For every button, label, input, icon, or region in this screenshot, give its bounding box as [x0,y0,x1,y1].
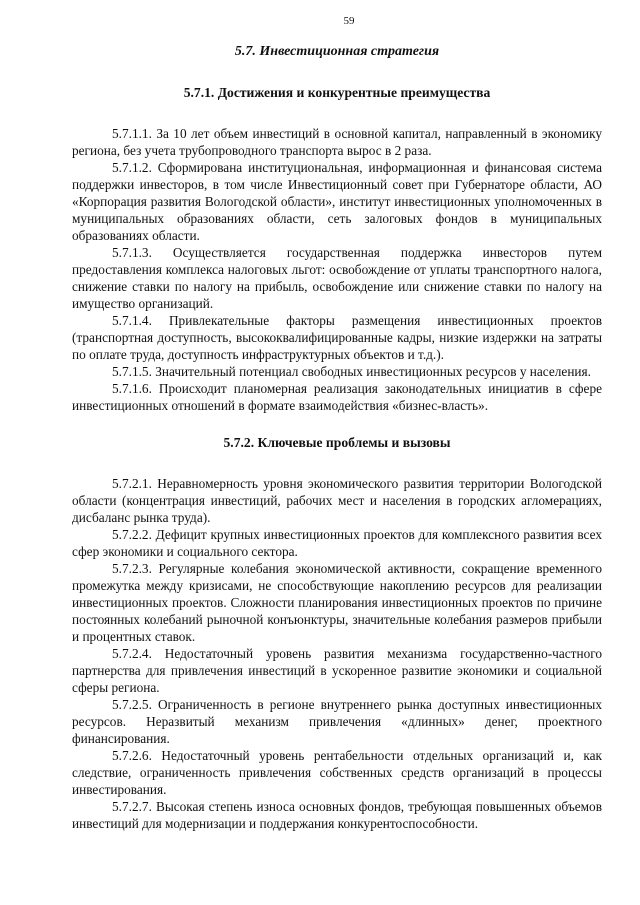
paragraph: 5.7.2.5. Ограниченность в регионе внутреннего рынка доступных инвестиционных ресурсов. Неразвитый механизм привлечения «длинных» денег, проектного финансирования. [72,697,602,746]
paragraph: 5.7.1.3. Осуществляется государственная поддержка инвесторов путем предоставления комплекса налоговых льгот: освобождение от уплаты транспортного налога, снижение ставки по налогу на прибыль, освобождение или снижение ставки по налогу на имущество организаций. [72,245,602,311]
section-title: 5.7. Инвестиционная стратегия [234,44,440,59]
paragraph-list [72,125,602,414]
paragraph: 5.7.2.2. Дефицит крупных инвестиционных проектов для комплексного развития всех сфер экономики и социального сектора. [72,527,602,559]
paragraph: 5.7.2.4. Недостаточный уровень развития механизма государственно-частного партнерства для привлечения инвестиций в ускоренное развитие экономики и социальной сферы региона. [72,646,602,695]
paragraph: 5.7.1.6. Происходит планомерная реализация законодательных инициатив в сфере инвестиционных отношений в формате взаимодействия «бизнес-власть». [72,381,602,413]
paragraph: 5.7.1.1. За 10 лет объем инвестиций в основной капитал, направленный в экономику региона, без учета трубопроводного транспорта вырос в 2 раза. [72,126,602,158]
paragraph: 5.7.2.6. Недостаточный уровень рентабельности отдельных организаций и, как следствие, ограниченность привлечения собственных средств организаций в процессы инвестирования. [72,748,602,797]
paragraph: 5.7.1.4. Привлекательные факторы размещения инвестиционных проектов (транспортная доступность, высококвалифицированные кадры, низкие издержки на затраты по оплате труда, доступность инфраструктурных объектов и т.д.). [72,313,602,362]
paragraph: 5.7.2.3. Регулярные колебания экономической активности, сокращение временного промежутка между кризисами, не способствующие накоплению ресурсов для реализации инвестиционных проектов. Сложности планирования инвестиционных проектов по причине постоянных колебаний рыночной конъюнктуры, значительные колебания размеров прибыли и процентных ставок. [72,561,602,644]
page-number: 59 [343,15,355,27]
paragraph: 5.7.2.7. Высокая степень износа основных фондов, требующая повышенных объемов инвестиций для модернизации и поддержания конкурентоспособности. [72,799,602,831]
paragraph-list [72,475,602,832]
paragraph: 5.7.2.1. Неравномерность уровня экономического развития территории Вологодской области (концентрация инвестиций, рабочих мест и населения в городских агломерациях, дисбаланс рынка труда). [72,476,602,525]
paragraph: 5.7.1.2. Сформирована институциональная, информационная и финансовая система поддержки инвесторов, в том числе Инвестиционный совет при Губернаторе области, АО «Корпорация развития Вологодской области», институт инвестиционных уполномоченных в муниципальных образованиях области, сеть залоговых фондов в муниципальных образованиях области. [72,160,602,243]
paragraph: 5.7.1.5. Значительный потенциал свободных инвестиционных ресурсов у населения. [112,364,591,379]
subsection-title: 5.7.2. Ключевые проблемы и вызовы [223,435,451,450]
subsection-title: 5.7.1. Достижения и конкурентные преимущества [183,85,491,100]
